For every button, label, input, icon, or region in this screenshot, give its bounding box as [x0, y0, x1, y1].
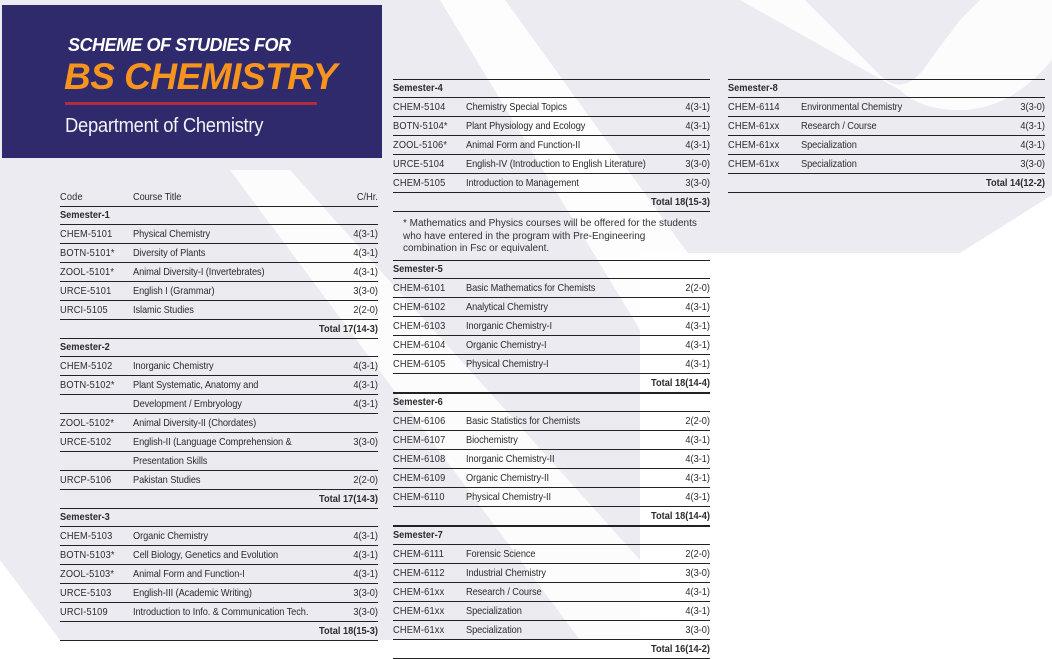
course-row: [393, 450, 710, 469]
course-title: Specialization: [801, 139, 857, 151]
column-3: [728, 79, 1045, 193]
course-code: CHEM-6102: [393, 301, 446, 313]
course-title: Inorganic Chemistry-II: [466, 453, 555, 465]
credit-hours: 4(3-1): [353, 398, 378, 410]
credit-hours: 4(3-1): [685, 301, 710, 313]
credit-hours: 4(3-1): [353, 379, 378, 391]
course-code: URCE-5101: [60, 285, 112, 297]
course-row: [60, 603, 378, 622]
credit-hours: 3(3-0): [685, 624, 710, 636]
course-row: [60, 546, 378, 565]
course-code: CHEM-6104: [393, 339, 446, 351]
course-title: Pakistan Studies: [133, 474, 201, 486]
semester-5-block: [393, 260, 710, 393]
course-title: Analytical Chemistry: [466, 301, 548, 313]
course-title: Environmental Chemistry: [801, 101, 903, 113]
credit-hours: 4(3-1): [353, 549, 378, 561]
course-row: [393, 117, 710, 136]
course-code: URCI-5105: [60, 304, 108, 316]
course-code: CHEM-5104: [393, 101, 446, 113]
semester-total: Total 18(15-3): [60, 622, 378, 641]
course-title: Chemistry Special Topics: [466, 101, 567, 113]
course-row: [393, 583, 710, 602]
course-row: [728, 98, 1045, 117]
credit-hours: [326, 452, 378, 470]
course-code: CHEM-6105: [393, 358, 446, 370]
credit-hours: 4(3-1): [353, 247, 378, 259]
course-title: Inorganic Chemistry-I: [466, 320, 552, 332]
title-banner: [2, 5, 382, 158]
credit-hours: 4(3-1): [685, 491, 710, 503]
credit-hours: 4(3-1): [685, 101, 710, 113]
course-row: [393, 336, 710, 355]
credit-hours: 4(3-1): [685, 434, 710, 446]
course-row: [393, 431, 710, 450]
course-row: [393, 279, 710, 298]
course-title: Animal Diversity-I (Invertebrates): [133, 266, 265, 278]
credit-hours: 4(3-1): [685, 139, 710, 151]
course-title: Plant Physiology and Ecology: [466, 120, 586, 132]
department-name: Department of Chemistry: [65, 115, 264, 137]
course-title: Inorganic Chemistry: [133, 360, 214, 372]
course-row: [393, 355, 710, 374]
course-row: [60, 414, 378, 433]
course-row: [393, 488, 710, 507]
credit-hours: 3(3-0): [685, 177, 710, 189]
semester-8-block: [728, 79, 1045, 193]
course-code: CHEM-61xx: [728, 120, 780, 132]
credit-hours: 4(3-1): [353, 568, 378, 580]
semester-total: Total 17(14-3): [60, 490, 378, 509]
credit-hours: 3(3-0): [353, 606, 378, 618]
course-title: Specialization: [466, 605, 522, 617]
course-code: ZOOL-5103*: [60, 568, 115, 580]
course-row: [393, 155, 710, 174]
credit-hours: 3(3-0): [1020, 158, 1045, 170]
course-code: CHEM-6108: [393, 453, 446, 465]
course-code: URCE-5104: [393, 158, 445, 170]
course-code: BOTN-5103*: [60, 549, 115, 561]
credit-hours: 3(3-0): [685, 158, 710, 170]
course-title: English-IV (Introduction to English Literature): [466, 158, 646, 170]
course-code: [60, 452, 133, 470]
course-title: Research / Course: [801, 120, 877, 132]
credit-hours: 4(3-1): [685, 339, 710, 351]
course-row: [393, 545, 710, 564]
semester-heading: Semester-6: [393, 393, 710, 412]
semester-heading: Semester-5: [393, 260, 710, 279]
course-row: [60, 282, 378, 301]
course-title: Animal Form and Function-II: [466, 139, 581, 151]
course-row: [60, 584, 378, 603]
course-title: Plant Systematic, Anatomy and: [133, 379, 259, 391]
course-row: [60, 452, 378, 471]
course-code: CHEM-6112: [393, 567, 445, 579]
course-row: [60, 433, 378, 452]
course-row: [60, 527, 378, 546]
semester-total: Total 18(14-4): [393, 507, 710, 526]
course-code: CHEM-61xx: [393, 586, 445, 598]
semester-total: Total 16(14-2): [393, 640, 710, 659]
course-code: URCP-5106: [60, 474, 112, 486]
credit-hours: 4(3-1): [685, 453, 710, 465]
credit-hours: 2(2-0): [685, 282, 710, 294]
course-title: Forensic Science: [466, 548, 536, 560]
course-row: [728, 155, 1045, 174]
course-title: Diversity of Plants: [133, 247, 206, 259]
course-code: URCI-5109: [60, 606, 108, 618]
course-code: CHEM-61xx: [728, 158, 780, 170]
header-credit-hours: C/Hr.: [356, 191, 378, 203]
course-title: Introduction to Management: [466, 177, 579, 189]
semester-heading: Semester-2: [60, 339, 378, 357]
credit-hours: 4(3-1): [353, 266, 378, 278]
semester-heading: Semester-4: [393, 79, 710, 98]
credit-hours: 3(3-0): [1020, 101, 1045, 113]
credit-hours: 4(3-1): [685, 120, 710, 132]
credit-hours: 3(3-0): [353, 436, 378, 448]
credit-hours: 3(3-0): [353, 587, 378, 599]
credit-hours: 4(3-1): [685, 472, 710, 484]
course-title: Physical Chemistry: [133, 228, 210, 240]
credit-hours: 4(3-1): [685, 358, 710, 370]
semester-3-block: [60, 509, 378, 641]
course-row: [60, 225, 378, 244]
credit-hours: 4(3-1): [685, 320, 710, 332]
banner-divider: [65, 102, 317, 105]
semester-heading: Semester-1: [60, 207, 378, 225]
credit-hours: 2(2-0): [353, 474, 378, 486]
course-row: [728, 117, 1045, 136]
semester-total: Total 14(12-2): [728, 174, 1045, 193]
course-code: CHEM-6101: [393, 282, 446, 294]
course-code: [60, 395, 133, 413]
course-title: Biochemistry: [466, 434, 518, 446]
semester-6-block: [393, 393, 710, 526]
course-title: Physical Chemistry-II: [466, 491, 551, 503]
semester-7-block: [393, 526, 710, 659]
course-title: Islamic Studies: [133, 304, 194, 316]
course-row: [60, 263, 378, 282]
course-row: [728, 136, 1045, 155]
course-title: Introduction to Info. & Communication Tech.: [133, 606, 309, 618]
semester-4-block: [393, 79, 710, 212]
credit-hours: 4(3-1): [1020, 139, 1045, 151]
course-code: CHEM-5105: [393, 177, 446, 189]
course-row: [393, 621, 710, 640]
course-code: CHEM-6114: [728, 101, 780, 113]
course-code: CHEM-61xx: [393, 624, 445, 636]
header-code: Code: [60, 191, 83, 203]
course-code: CHEM-6103: [393, 320, 446, 332]
header-course-title: Course Title: [133, 191, 182, 203]
course-title: Animal Form and Function-I: [133, 568, 245, 580]
course-code: CHEM-6110: [393, 491, 445, 503]
footnote: * Mathematics and Physics courses will be offered for the students who have entered in the program with Pre-Engineering combination in Fsc or equivalent.: [403, 218, 697, 254]
course-row: [393, 98, 710, 117]
course-title: English-II (Language Comprehension &: [133, 436, 292, 448]
credit-hours: 2(2-0): [685, 415, 710, 427]
semester-heading: Semester-8: [728, 79, 1045, 98]
course-code: CHEM-61xx: [393, 605, 445, 617]
semester-2-block: [60, 339, 378, 509]
credit-hours: 4(3-1): [685, 586, 710, 598]
course-code: CHEM-5102: [60, 360, 113, 372]
course-code: ZOOL-5102*: [60, 417, 115, 429]
course-title: English I (Grammar): [133, 285, 215, 297]
course-title: Industrial Chemistry: [466, 567, 546, 579]
course-title: Physical Chemistry-I: [466, 358, 549, 370]
course-row: [393, 298, 710, 317]
course-title: Cell Biology, Genetics and Evolution: [133, 549, 279, 561]
credit-hours: 2(2-0): [685, 548, 710, 560]
credit-hours: 4(3-1): [353, 360, 378, 372]
course-row: [60, 301, 378, 320]
course-title: Organic Chemistry-II: [466, 472, 549, 484]
course-row: [393, 317, 710, 336]
semester-heading: Semester-3: [60, 509, 378, 527]
credit-hours: 4(3-1): [353, 530, 378, 542]
course-code: BOTN-5101*: [60, 247, 115, 259]
credit-hours: 2(2-0): [353, 304, 378, 316]
course-title: Basic Mathematics for Chemists: [466, 282, 596, 294]
course-code: ZOOL-5106*: [393, 139, 448, 151]
table-header-row: [60, 189, 378, 207]
credit-hours: 4(3-1): [685, 605, 710, 617]
column-2: [393, 79, 710, 659]
course-code: CHEM-6111: [393, 548, 445, 560]
credit-hours: [326, 414, 378, 432]
course-code: ZOOL-5101*: [60, 266, 115, 278]
course-row: [393, 469, 710, 488]
course-code: URCE-5102: [60, 436, 112, 448]
course-code: CHEM-5101: [60, 228, 113, 240]
course-code: CHEM-6109: [393, 472, 446, 484]
course-code: URCE-5103: [60, 587, 112, 599]
semester-1-block: [60, 207, 378, 339]
course-title: Organic Chemistry-I: [466, 339, 547, 351]
semester-heading: Semester-7: [393, 526, 710, 545]
course-code: CHEM-61xx: [728, 139, 780, 151]
course-code: CHEM-5103: [60, 530, 113, 542]
course-row: [60, 357, 378, 376]
column-1: [60, 189, 378, 641]
course-row: [60, 395, 378, 414]
course-row: [393, 136, 710, 155]
course-row: [60, 471, 378, 490]
course-row: [60, 376, 378, 395]
semester-total: Total 18(15-3): [393, 193, 710, 212]
course-code: BOTN-5102*: [60, 379, 115, 391]
course-row: [60, 244, 378, 263]
semester-total: Total 17(14-3): [60, 320, 378, 339]
course-row: [393, 174, 710, 193]
course-code: BOTN-5104*: [393, 120, 448, 132]
course-title: Animal Diversity-II (Chordates): [133, 417, 257, 429]
course-code: CHEM-6106: [393, 415, 446, 427]
course-title: Basic Statistics for Chemists: [466, 415, 581, 427]
course-title: Specialization: [801, 158, 857, 170]
course-code: CHEM-6107: [393, 434, 446, 446]
banner-title: BS CHEMISTRY: [64, 56, 337, 97]
course-title: English-III (Academic Writing): [133, 587, 252, 599]
course-title: Specialization: [466, 624, 522, 636]
credit-hours: 4(3-1): [353, 228, 378, 240]
credit-hours: 3(3-0): [685, 567, 710, 579]
course-row: [393, 602, 710, 621]
credit-hours: 4(3-1): [1020, 120, 1045, 132]
course-title: Organic Chemistry: [133, 530, 209, 542]
course-title: Development / Embryology: [133, 398, 242, 410]
banner-subtitle: SCHEME OF STUDIES FOR: [68, 35, 291, 55]
course-title: Presentation Skills: [133, 455, 208, 467]
course-row: [60, 565, 378, 584]
semester-total: Total 18(14-4): [393, 374, 710, 393]
course-row: [393, 412, 710, 431]
course-row: [393, 564, 710, 583]
course-title: Research / Course: [466, 586, 542, 598]
credit-hours: 3(3-0): [353, 285, 378, 297]
